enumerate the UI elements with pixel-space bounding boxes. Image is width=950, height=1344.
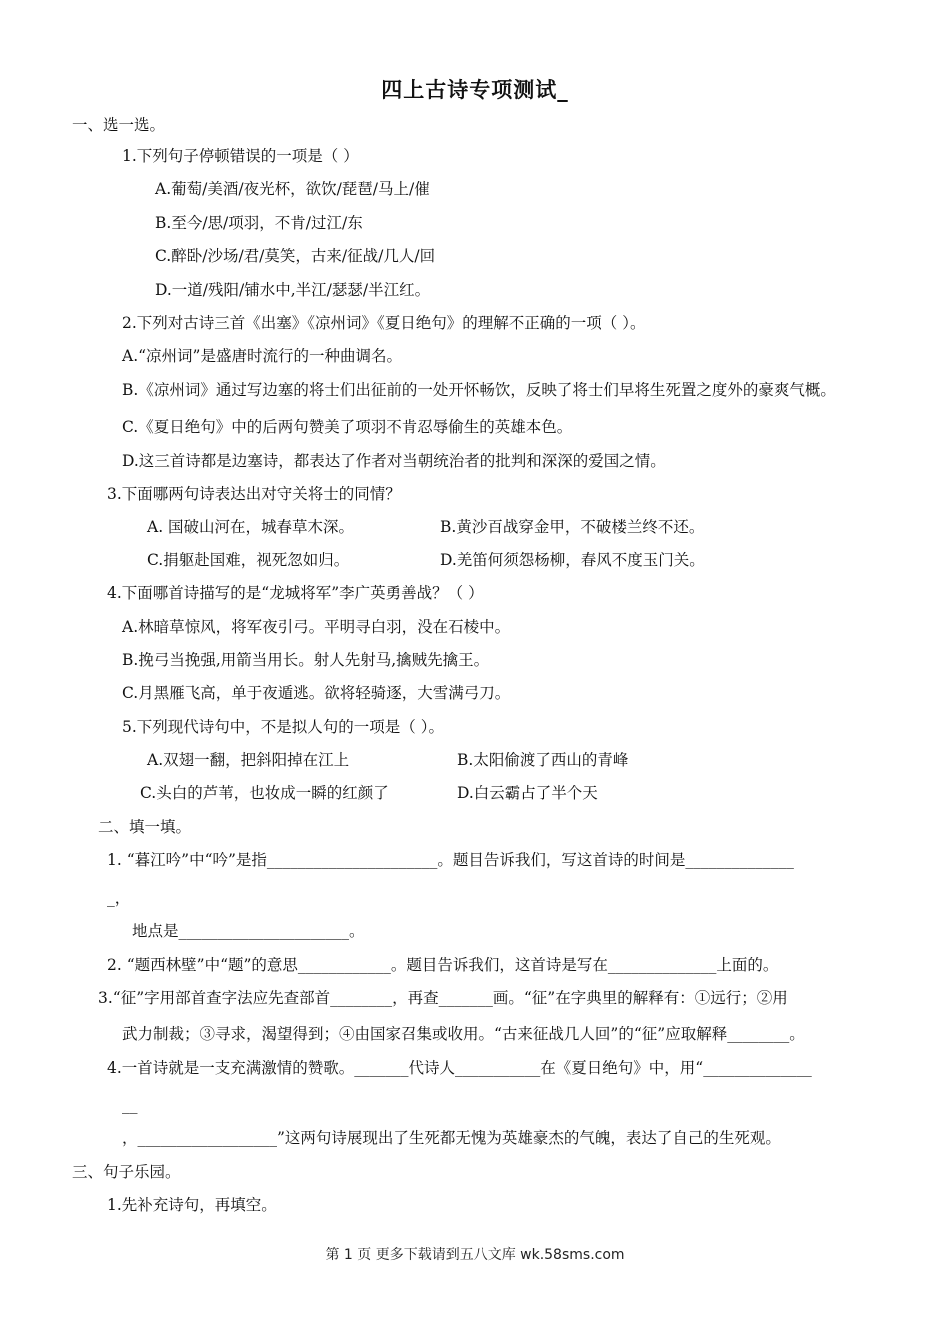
- option-d: D.这三首诗都是边塞诗，都表达了作者对当朝统治者的批判和深深的爱国之情。: [122, 452, 666, 470]
- fill-question: 3.“征”字用部首查字法应先查部首________，再查_______画。“征”在字典里的解释有：①远行；②用: [98, 989, 788, 1007]
- question-stem: 2.下列对古诗三首《出塞》《凉州词》《夏日绝句》的理解不正确的一项（ ）。: [122, 314, 646, 332]
- question-stem: 3.下面哪两句诗表达出对守关将士的同情？: [107, 485, 401, 503]
- section-heading: 三、句子乐园。: [72, 1163, 181, 1181]
- fill-question: 2. “题西林壁”中“题”的意思____________。题目告诉我们，这首诗是写在______________上面的。: [107, 956, 779, 974]
- question-stem: 4.下面哪首诗描写的是“龙城将军”李广英勇善战？（ ）: [107, 584, 484, 602]
- option-c: C.捐躯赴国难，视死忽如归。: [147, 551, 350, 569]
- page-title: 四上古诗专项测试_: [381, 78, 569, 102]
- fill-question-cont: __: [122, 1096, 138, 1114]
- option-d: D.羌笛何须怨杨柳，春风不度玉门关。: [440, 551, 705, 569]
- option-a: A.葡萄/美酒/夜光杯，欲饮/琵琶/马上/催: [155, 180, 430, 198]
- option-d: D.白云霸占了半个天: [457, 784, 598, 802]
- question-stem: 1.下列句子停顿错误的一项是（ ）: [122, 147, 359, 165]
- fill-question-cont: _，: [107, 889, 131, 907]
- section-heading: 二、填一填。: [98, 818, 192, 836]
- option-c: C.《夏日绝句》中的后两句赞美了项羽不肯忍辱偷生的英雄本色。: [122, 418, 573, 436]
- option-b: B.《凉州词》通过写边塞的将士们出征前的一处开怀畅饮，反映了将士们早将生死置之度外的豪爽气概。: [122, 381, 836, 399]
- option-d: D.一道/残阳/铺水中,半江/瑟瑟/半江红。: [155, 281, 431, 299]
- fill-question: 1. “暮江吟”中“吟”是指______________________。题目告诉我们，写这首诗的时间是______________: [107, 851, 794, 869]
- fill-question-cont: 武力制裁；③寻求，渴望得到；④由国家召集或收用。“古来征战几人回”的“征”应取解释________。: [122, 1025, 805, 1043]
- option-a: A.“凉州词”是盛唐时流行的一种曲调名。: [122, 347, 402, 365]
- fill-question: 4.一首诗就是一支充满激情的赞歌。_______代诗人___________在《夏日绝句》中，用“______________: [107, 1059, 812, 1077]
- section-heading: 一、选一选。: [72, 116, 166, 134]
- option-b: B.黄沙百战穿金甲，不破楼兰终不还。: [440, 518, 705, 536]
- option-a: A.双翅一翻，把斜阳掉在江上: [147, 751, 350, 769]
- question-stem: 1.先补充诗句，再填空。: [107, 1196, 277, 1214]
- option-b: B.太阳偷渡了西山的青峰: [457, 751, 629, 769]
- question-stem: 5.下列现代诗句中，不是拟人句的一项是（ ）。: [122, 718, 444, 736]
- option-a: A.林暗草惊风，将军夜引弓。平明寻白羽，没在石棱中。: [122, 618, 511, 636]
- option-b: B.挽弓当挽强,用箭当用长。射人先射马,擒贼先擒王。: [122, 651, 490, 669]
- option-b: B.至今/思/项羽，不肯/过江/东: [155, 214, 363, 232]
- page-footer: 第 1 页 更多下载请到五八文库 wk.58sms.com: [325, 1247, 625, 1263]
- option-c: C.头白的芦苇，也妆成一瞬的红颜了: [140, 784, 389, 802]
- option-a: A. 国破山河在，城春草木深。: [147, 518, 355, 536]
- fill-question-cont: 地点是______________________。: [132, 922, 365, 940]
- fill-question-cont: ，__________________”这两句诗展现出了生死都无愧为英雄豪杰的气魄，表达了自己的生死观。: [122, 1129, 781, 1147]
- option-c: C.醉卧/沙场/君/莫笑，古来/征战/几人/回: [155, 247, 436, 265]
- option-c: C.月黑雁飞高，单于夜遁逃。欲将轻骑逐，大雪满弓刀。: [122, 684, 511, 702]
